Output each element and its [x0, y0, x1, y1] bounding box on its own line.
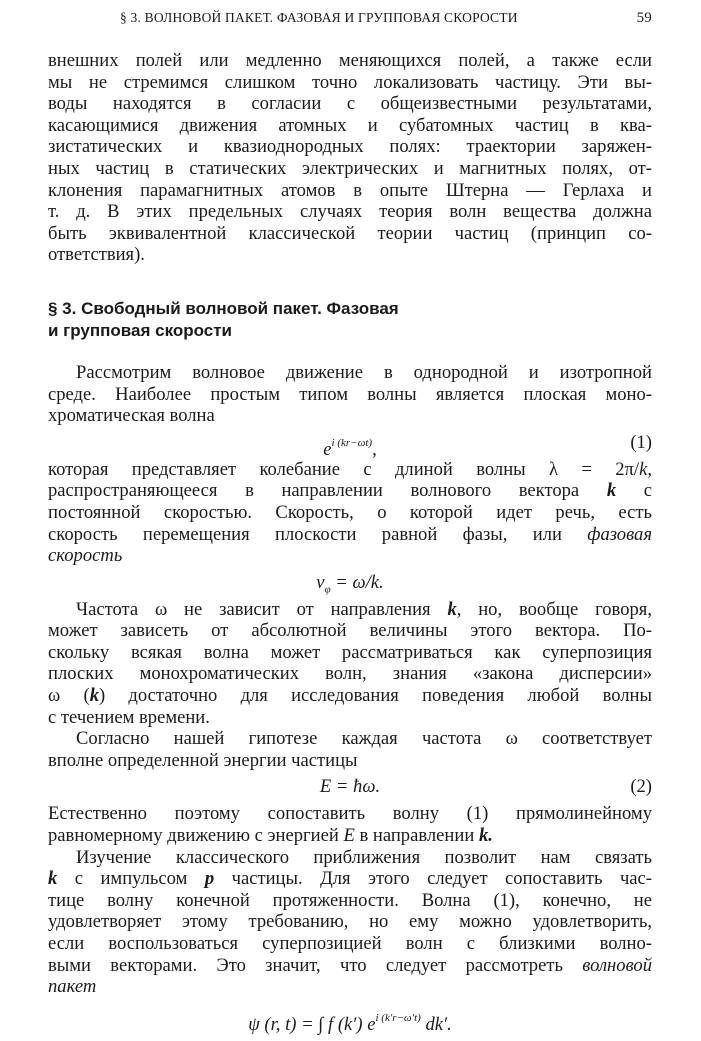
text: Частота ω не зависит от направления: [76, 598, 431, 620]
text-line: хроматическая волна: [48, 405, 215, 427]
text-line: пакет: [48, 976, 97, 998]
text-line: [48, 599, 652, 621]
text-line: [48, 480, 652, 502]
text-line: [48, 868, 652, 890]
text-line: [48, 459, 652, 481]
text-line: скольку всякая волна может рассматриваться как суперпозиция: [48, 641, 652, 663]
eq-text: v: [316, 571, 325, 593]
eq-text: E = ħω.: [319, 776, 381, 798]
text-line: ответствия).: [48, 244, 145, 266]
running-header: [120, 10, 652, 26]
text-line: тице волну конечной протяженности. Волна (1), конечно, не: [48, 889, 652, 911]
text-line: [48, 955, 652, 977]
symbol: E: [343, 825, 355, 847]
text-line: если воспользоваться суперпозицией волн с близкими волно-: [48, 933, 652, 954]
eq-text: dk′.: [420, 1013, 452, 1035]
text: в направлении: [359, 825, 475, 847]
text-line: Изучение классического приближения позволит нам связать: [76, 846, 652, 868]
paragraph: [48, 803, 652, 846]
text-line: Естественно поэтому сопоставить волну (1) прямолинейному: [48, 803, 652, 825]
text-line: воды находятся в согласии с общеизвестными результатами,: [48, 93, 652, 115]
paragraph: [48, 599, 652, 729]
text-line: ных частиц в статических электрических и магнитных полях, от-: [48, 157, 652, 179]
equation-phase-velocity: [48, 567, 652, 599]
vector-symbol: k: [606, 480, 617, 502]
text: выми векторами. Это значит, что следует рассмотреть: [48, 954, 563, 976]
text-line: скорость: [48, 545, 123, 567]
text-line: постоянной скоростью. Скорость, о которой идет речь, есть: [48, 501, 652, 523]
section-heading: [48, 298, 652, 342]
text-line: касающимися движения атомных и субатомных частиц в ква-: [48, 114, 652, 136]
text: частицы. Для этого следует сопоставить час-: [231, 868, 652, 890]
vector-symbol: p: [204, 868, 215, 890]
eq-base: e: [323, 438, 332, 460]
text-line: вполне определенной энергии частицы: [48, 749, 358, 771]
text: , но, вообще говоря,: [456, 598, 652, 620]
emphasis: фазовая: [587, 523, 652, 545]
text: которая представляет колебание с длиной волны λ = 2π/: [48, 458, 640, 480]
emphasis: волновой: [582, 954, 652, 976]
text-line: внешних полей или медленно меняющихся полей, а также если: [48, 50, 652, 71]
text: ,: [647, 458, 652, 480]
eq-tail: ,: [372, 438, 377, 460]
paragraph: [48, 362, 652, 427]
equation-2: [48, 771, 652, 803]
text: с: [643, 480, 652, 502]
text-line: среде. Наиболее простым типом волны является плоская моно-: [48, 383, 652, 405]
text-line: [48, 825, 652, 847]
equation-1: [48, 427, 652, 459]
symbol: k: [639, 458, 648, 480]
text-line: быть эквивалентной классической теории частиц (принцип со-: [48, 222, 652, 244]
text-line: мы не стремимся слишком точно локализовать частицу. Эти вы-: [48, 71, 652, 93]
eq-exponent: i (kr−ωt): [331, 436, 373, 449]
text: равномерному движению с энергией: [48, 825, 339, 847]
text-line: Согласно нашей гипотезе каждая частота ω соответствует: [76, 728, 652, 750]
vector-symbol: k: [48, 868, 58, 890]
text-line: зистатических и квазиоднородных полях: траектории заряжен-: [48, 136, 652, 158]
paragraph: [48, 459, 652, 567]
vector-symbol: k: [89, 685, 99, 707]
page-number: 59: [636, 10, 652, 26]
text-line: может зависеть от абсолютной величины этого вектора. По-: [48, 620, 652, 642]
text: ) достаточно для исследования поведения любой волны: [98, 685, 652, 707]
text: скорость перемещения плоскости равной фазы, или: [48, 523, 562, 545]
paragraph: [48, 847, 652, 998]
text-line: плоских монохроматических волн, знания «закона дисперсии»: [48, 663, 652, 685]
text-line: [48, 685, 652, 707]
text-line: клонения парамагнитных атомов в опыте Штерна — Герлаха и: [48, 179, 652, 201]
vector-symbol: k.: [478, 825, 493, 847]
eq-text: ψ (r, t) = ∫ f (k′) e: [248, 1013, 376, 1035]
eq-exponent: i (k′r−ω′t): [375, 1011, 421, 1024]
text-line: т. д. В этих предельных случаях теория волн вещества должна: [48, 201, 652, 223]
paragraph-continuation: [48, 50, 652, 266]
text: ω (: [48, 685, 90, 707]
paragraph: [48, 728, 652, 771]
heading-line: § 3. Свободный волновой пакет. Фазовая: [48, 298, 399, 318]
vector-symbol: k: [447, 598, 457, 620]
text-line: [48, 524, 652, 546]
equation-wave-packet: [48, 1002, 652, 1034]
equation-number: (2): [630, 776, 652, 798]
equation-number: (1): [630, 431, 652, 453]
text-line: с течением времени.: [48, 706, 210, 728]
text: с импульсом: [74, 868, 188, 890]
eq-text: = ω/k.: [330, 571, 384, 593]
text: распространяющееся в направлении волнового вектора: [48, 480, 580, 502]
eq-sub: φ: [324, 583, 331, 596]
text-line: Рассмотрим волновое движение в однородной и изотропной: [76, 361, 652, 383]
running-title: § 3. ВОЛНОВОЙ ПАКЕТ. ФАЗОВАЯ И ГРУППОВАЯ СКОРОСТИ: [120, 10, 518, 25]
heading-line: и групповая скорости: [48, 320, 233, 340]
page-body: [48, 50, 652, 1034]
text-line: удовлетворяет этому требованию, но ему можно удовлетворить,: [48, 911, 652, 933]
